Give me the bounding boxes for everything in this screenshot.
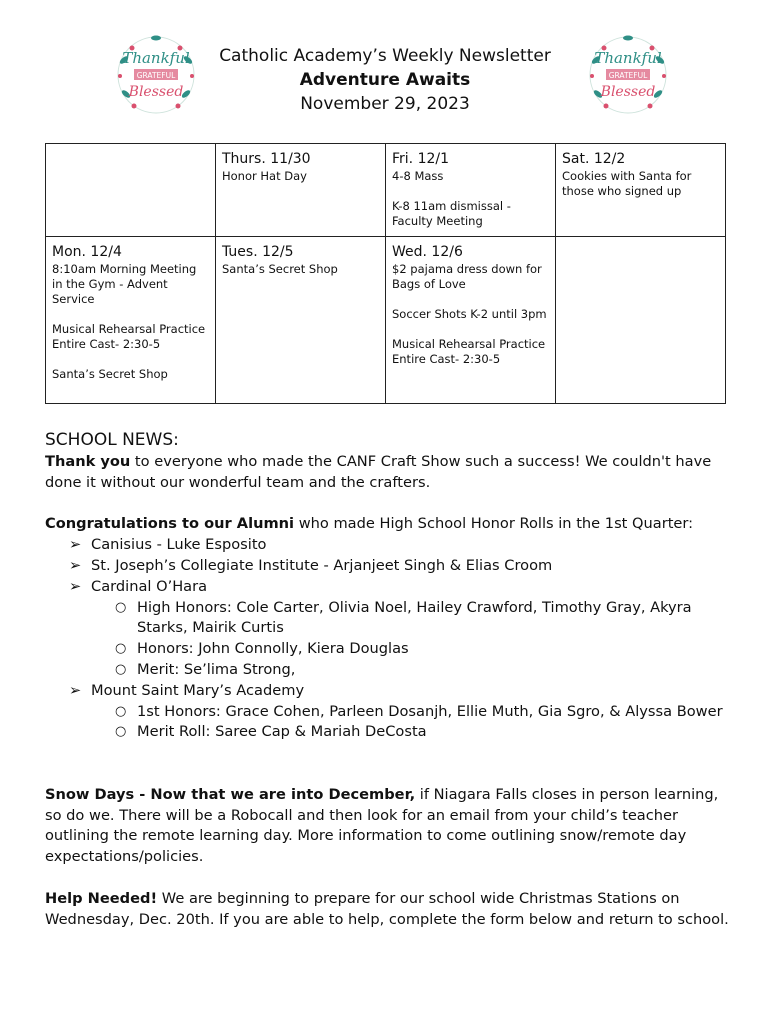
circle-bullet-icon: ○ — [115, 724, 127, 740]
calendar-event: K-8 11am dismissal - Faculty Meeting — [392, 199, 511, 228]
calendar-day: Fri. 12/1 — [392, 151, 450, 167]
calendar-cell — [216, 144, 386, 237]
svg-text:GRATEFUL: GRATEFUL — [608, 71, 648, 80]
calendar-day: Mon. 12/4 — [52, 244, 122, 260]
calendar-day: Wed. 12/6 — [392, 244, 463, 260]
list-item: ○ 1st Honors: Grace Cohen, Parleen Dosanjh, Ellie Muth, Gia Sgro, & Alyssa Bower — [115, 702, 735, 723]
honors-list — [69, 702, 735, 744]
newsletter-name: Catholic Academy’s Weekly Newsletter — [219, 46, 551, 66]
circle-bullet-icon: ○ — [115, 599, 127, 615]
arrow-bullet-icon: ➢ — [69, 556, 82, 574]
calendar-cell — [216, 237, 386, 404]
svg-text:Blessed: Blessed — [600, 84, 656, 100]
calendar-event: Santa’s Secret Shop — [222, 262, 338, 276]
svg-text:GRATEFUL: GRATEFUL — [136, 71, 176, 80]
circle-bullet-icon: ○ — [115, 641, 127, 657]
thank-you-paragraph — [45, 452, 735, 494]
lead-bold: Thank you — [45, 453, 131, 470]
calendar-cell — [46, 237, 216, 404]
newsletter-date: November 29, 2023 — [300, 94, 470, 114]
alumni-paragraph — [45, 514, 735, 535]
school-news — [45, 428, 735, 930]
calendar-event: Honor Hat Day — [222, 169, 307, 183]
section-heading: SCHOOL NEWS: — [45, 430, 179, 450]
list-item: ○ Honors: John Connolly, Kiera Douglas — [115, 639, 735, 660]
weekly-calendar — [45, 143, 726, 404]
calendar-day: Tues. 12/5 — [222, 244, 294, 260]
calendar-event: $2 pajama dress down for Bags of Love — [392, 262, 542, 291]
circle-bullet-icon: ○ — [115, 703, 127, 719]
arrow-bullet-icon: ➢ — [69, 577, 82, 595]
calendar-event: 4-8 Mass — [392, 169, 444, 183]
lead-bold: Help Needed! — [45, 889, 158, 907]
newsletter-title — [170, 44, 600, 116]
svg-text:Thankful: Thankful — [594, 49, 662, 67]
newsletter-header — [0, 0, 770, 130]
calendar-event: 8:10am Morning Meeting in the Gym - Advent Service — [52, 262, 197, 306]
calendar-cell — [46, 144, 216, 237]
paragraph-text: who made High School Honor Rolls in the 1st Quarter: — [294, 515, 694, 533]
calendar-cell — [386, 237, 556, 404]
list-item: ➢ Mount Saint Mary’s Academy ○ 1st Honors: Grace Cohen, Parleen Dosanjh, Ellie Muth, Gia Sgro, & Alyssa Bower ○ Merit Roll: Saree Cap & Mariah DeCosta — [69, 681, 735, 743]
arrow-bullet-icon: ➢ — [69, 681, 82, 699]
paragraph-text: to everyone who made the CANF Craft Show such a success! We couldn't have done it without our wonderful team and the crafters. — [45, 453, 712, 491]
calendar-event: Musical Rehearsal Practice Entire Cast- 2:30-5 — [52, 322, 206, 351]
calendar-cell — [386, 144, 556, 237]
list-item: ➢ Cardinal O’Hara ○ High Honors: Cole Carter, Olivia Noel, Hailey Crawford, Timothy Gray, Akyra Starks, Mairik Curtis ○ Honors: John Connolly, Kiera Douglas ○ Merit: Se’lima Strong, — [69, 577, 735, 681]
circle-bullet-icon: ○ — [115, 661, 127, 677]
list-item: ○ High Honors: Cole Carter, Olivia Noel, Hailey Crawford, Timothy Gray, Akyra Starks, Mairik Curtis — [115, 598, 692, 637]
honors-list — [69, 598, 735, 681]
newsletter-theme: Adventure Awaits — [299, 70, 471, 90]
calendar-event: Soccer Shots K-2 until 3pm — [392, 307, 547, 321]
svg-text:Thankful: Thankful — [122, 49, 190, 67]
calendar-day: Thurs. 11/30 — [222, 151, 311, 167]
snow-days-paragraph — [45, 785, 735, 868]
calendar-event: Santa’s Secret Shop — [52, 367, 168, 381]
school-list — [45, 535, 735, 743]
arrow-bullet-icon: ➢ — [69, 536, 82, 554]
list-item: ○ Merit: Se’lima Strong, — [115, 660, 735, 681]
calendar-event: Musical Rehearsal Practice Entire Cast- 2:30-5 — [392, 337, 546, 366]
thankful-grateful-blessed-logo — [584, 30, 672, 120]
calendar-event: Cookies with Santa for those who signed up — [562, 169, 692, 198]
paragraph-text: We are beginning to prepare for our school wide Christmas Stations on Wednesday, Dec. 20th. If you are able to help, complete the form below and return to school. — [45, 889, 729, 928]
lead-bold: Congratulations to our Alumni — [45, 515, 295, 533]
lead-bold: Snow Days - Now that we are into December, — [45, 785, 416, 803]
list-item: ➢ Canisius - Luke Esposito — [69, 535, 735, 556]
calendar-cell — [556, 144, 726, 237]
list-item: ○ Merit Roll: Saree Cap & Mariah DeCosta — [115, 722, 735, 743]
calendar-row — [46, 144, 726, 237]
svg-text:Blessed: Blessed — [128, 84, 184, 100]
calendar-day: Sat. 12/2 — [562, 151, 626, 167]
list-item: ➢ St. Joseph’s Collegiate Institute - Arjanjeet Singh & Elias Croom — [69, 556, 735, 577]
paragraph-text: if Niagara Falls closes in person learning, so do we. There will be a Robocall and then look for an email from your child’s teacher outlining the remote learning day. More information to come outlining snow/remote day expectations/policies. — [45, 785, 719, 866]
calendar-cell — [556, 237, 726, 404]
help-needed-paragraph — [45, 889, 735, 931]
calendar-row — [46, 237, 726, 404]
